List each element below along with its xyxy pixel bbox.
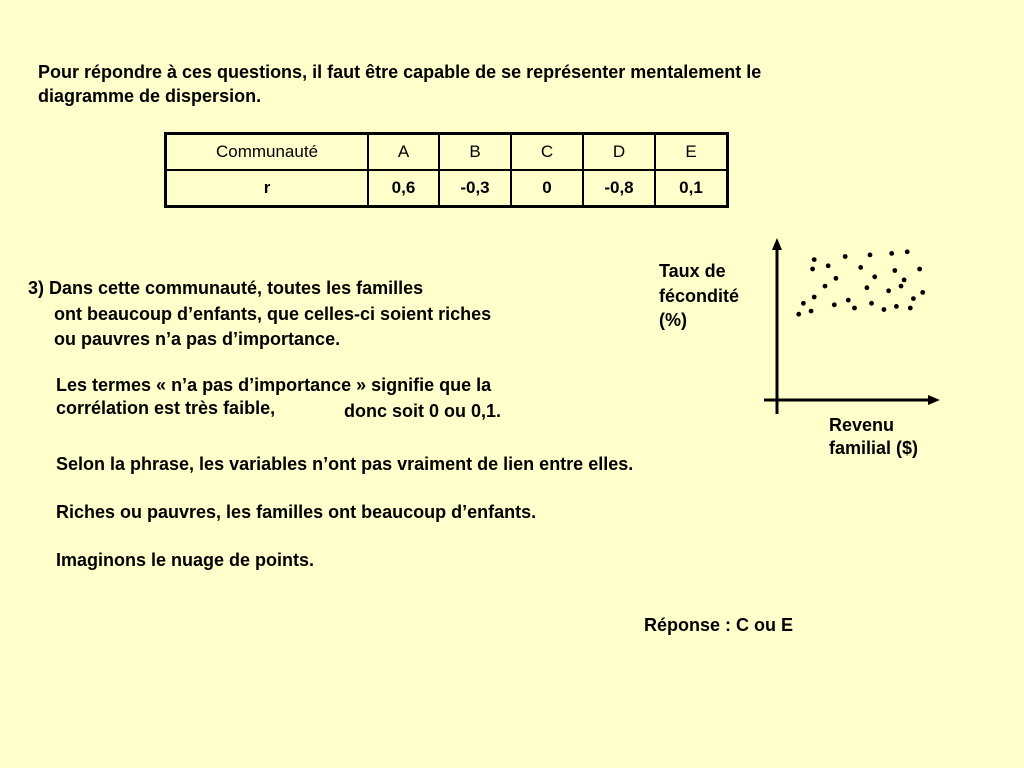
table-cell: r	[166, 170, 369, 207]
table-header-cell: E	[655, 134, 728, 171]
table-row	[166, 170, 728, 207]
scatter-point	[858, 265, 863, 270]
scatter-point	[911, 296, 916, 301]
question-line-1: 3) Dans cette communauté, toutes les familles	[28, 278, 424, 298]
x-axis-label-line-1: Revenu	[829, 415, 895, 435]
scatter-point	[892, 268, 897, 273]
x-axis-label-line-2: familial ($)	[829, 438, 919, 458]
scatter-point	[796, 312, 801, 317]
scatter-point	[882, 307, 887, 312]
scatter-point	[902, 278, 907, 283]
scatter-point	[920, 290, 925, 295]
table-header-row	[166, 134, 728, 171]
table-cell: 0,6	[368, 170, 439, 207]
table-header-cell: A	[368, 134, 439, 171]
y-axis-label-line-3: (%)	[659, 310, 687, 330]
scatter-point	[917, 267, 922, 272]
scatter-point	[868, 253, 873, 258]
intro-paragraph	[38, 60, 998, 108]
scatter-plot	[760, 230, 950, 420]
scatter-point	[846, 298, 851, 303]
intro-line-2: diagramme de dispersion.	[38, 86, 262, 106]
explanation-line-4: Riches ou pauvres, les familles ont beaucoup d’enfants.	[56, 502, 537, 522]
x-axis-arrowhead	[928, 395, 940, 405]
intro-line-1: Pour répondre à ces questions, il faut être capable de se représenter mentalement le	[38, 62, 762, 82]
scatter-point	[801, 301, 806, 306]
scatter-point	[872, 274, 877, 279]
chart-axes	[764, 238, 940, 414]
answer-text: Réponse : C ou E	[644, 615, 794, 635]
scatter-point	[843, 254, 848, 259]
scatter-point	[826, 263, 831, 268]
y-axis-arrowhead	[772, 238, 782, 250]
table-cell: -0,8	[583, 170, 655, 207]
scatter-point	[812, 257, 817, 262]
scatter-point	[823, 284, 828, 289]
explanation-line-2: corrélation est très faible,	[56, 398, 276, 418]
scatter-point	[905, 249, 910, 254]
scatter-point	[908, 306, 913, 311]
scatter-point	[869, 301, 874, 306]
scatter-point	[812, 295, 817, 300]
table-header-cell: D	[583, 134, 655, 171]
scatter-point	[886, 288, 891, 293]
table-header-cell: Communauté	[166, 134, 369, 171]
table-cell: 0	[511, 170, 583, 207]
explanation-line-3: Selon la phrase, les variables n’ont pas vraiment de lien entre elles.	[56, 454, 634, 474]
scatter-points	[796, 249, 925, 316]
explanation-line-2b: donc soit 0 ou 0,1.	[344, 401, 502, 421]
table-cell: -0,3	[439, 170, 511, 207]
scatter-point	[865, 285, 870, 290]
scatter-point	[834, 276, 839, 281]
scatter-point	[810, 267, 815, 272]
question-line-2: ont beaucoup d’enfants, que celles-ci soient riches	[54, 304, 492, 324]
scatter-point	[889, 251, 894, 256]
table-header-cell: B	[439, 134, 511, 171]
scatter-point	[809, 309, 814, 314]
y-axis-label-line-2: fécondité	[659, 286, 740, 306]
explanation-line-5: Imaginons le nuage de points.	[56, 550, 315, 570]
table-header-cell: C	[511, 134, 583, 171]
scatter-point	[894, 304, 899, 309]
correlation-table	[164, 132, 729, 208]
question-line-3: ou pauvres n’a pas d’importance.	[54, 329, 341, 349]
table-cell: 0,1	[655, 170, 728, 207]
scatter-point	[832, 302, 837, 307]
explanation-line-1: Les termes « n’a pas d’importance » signifie que la	[56, 375, 492, 395]
scatter-point	[899, 284, 904, 289]
y-axis-label-line-1: Taux de	[659, 261, 726, 281]
scatter-point	[852, 306, 857, 311]
